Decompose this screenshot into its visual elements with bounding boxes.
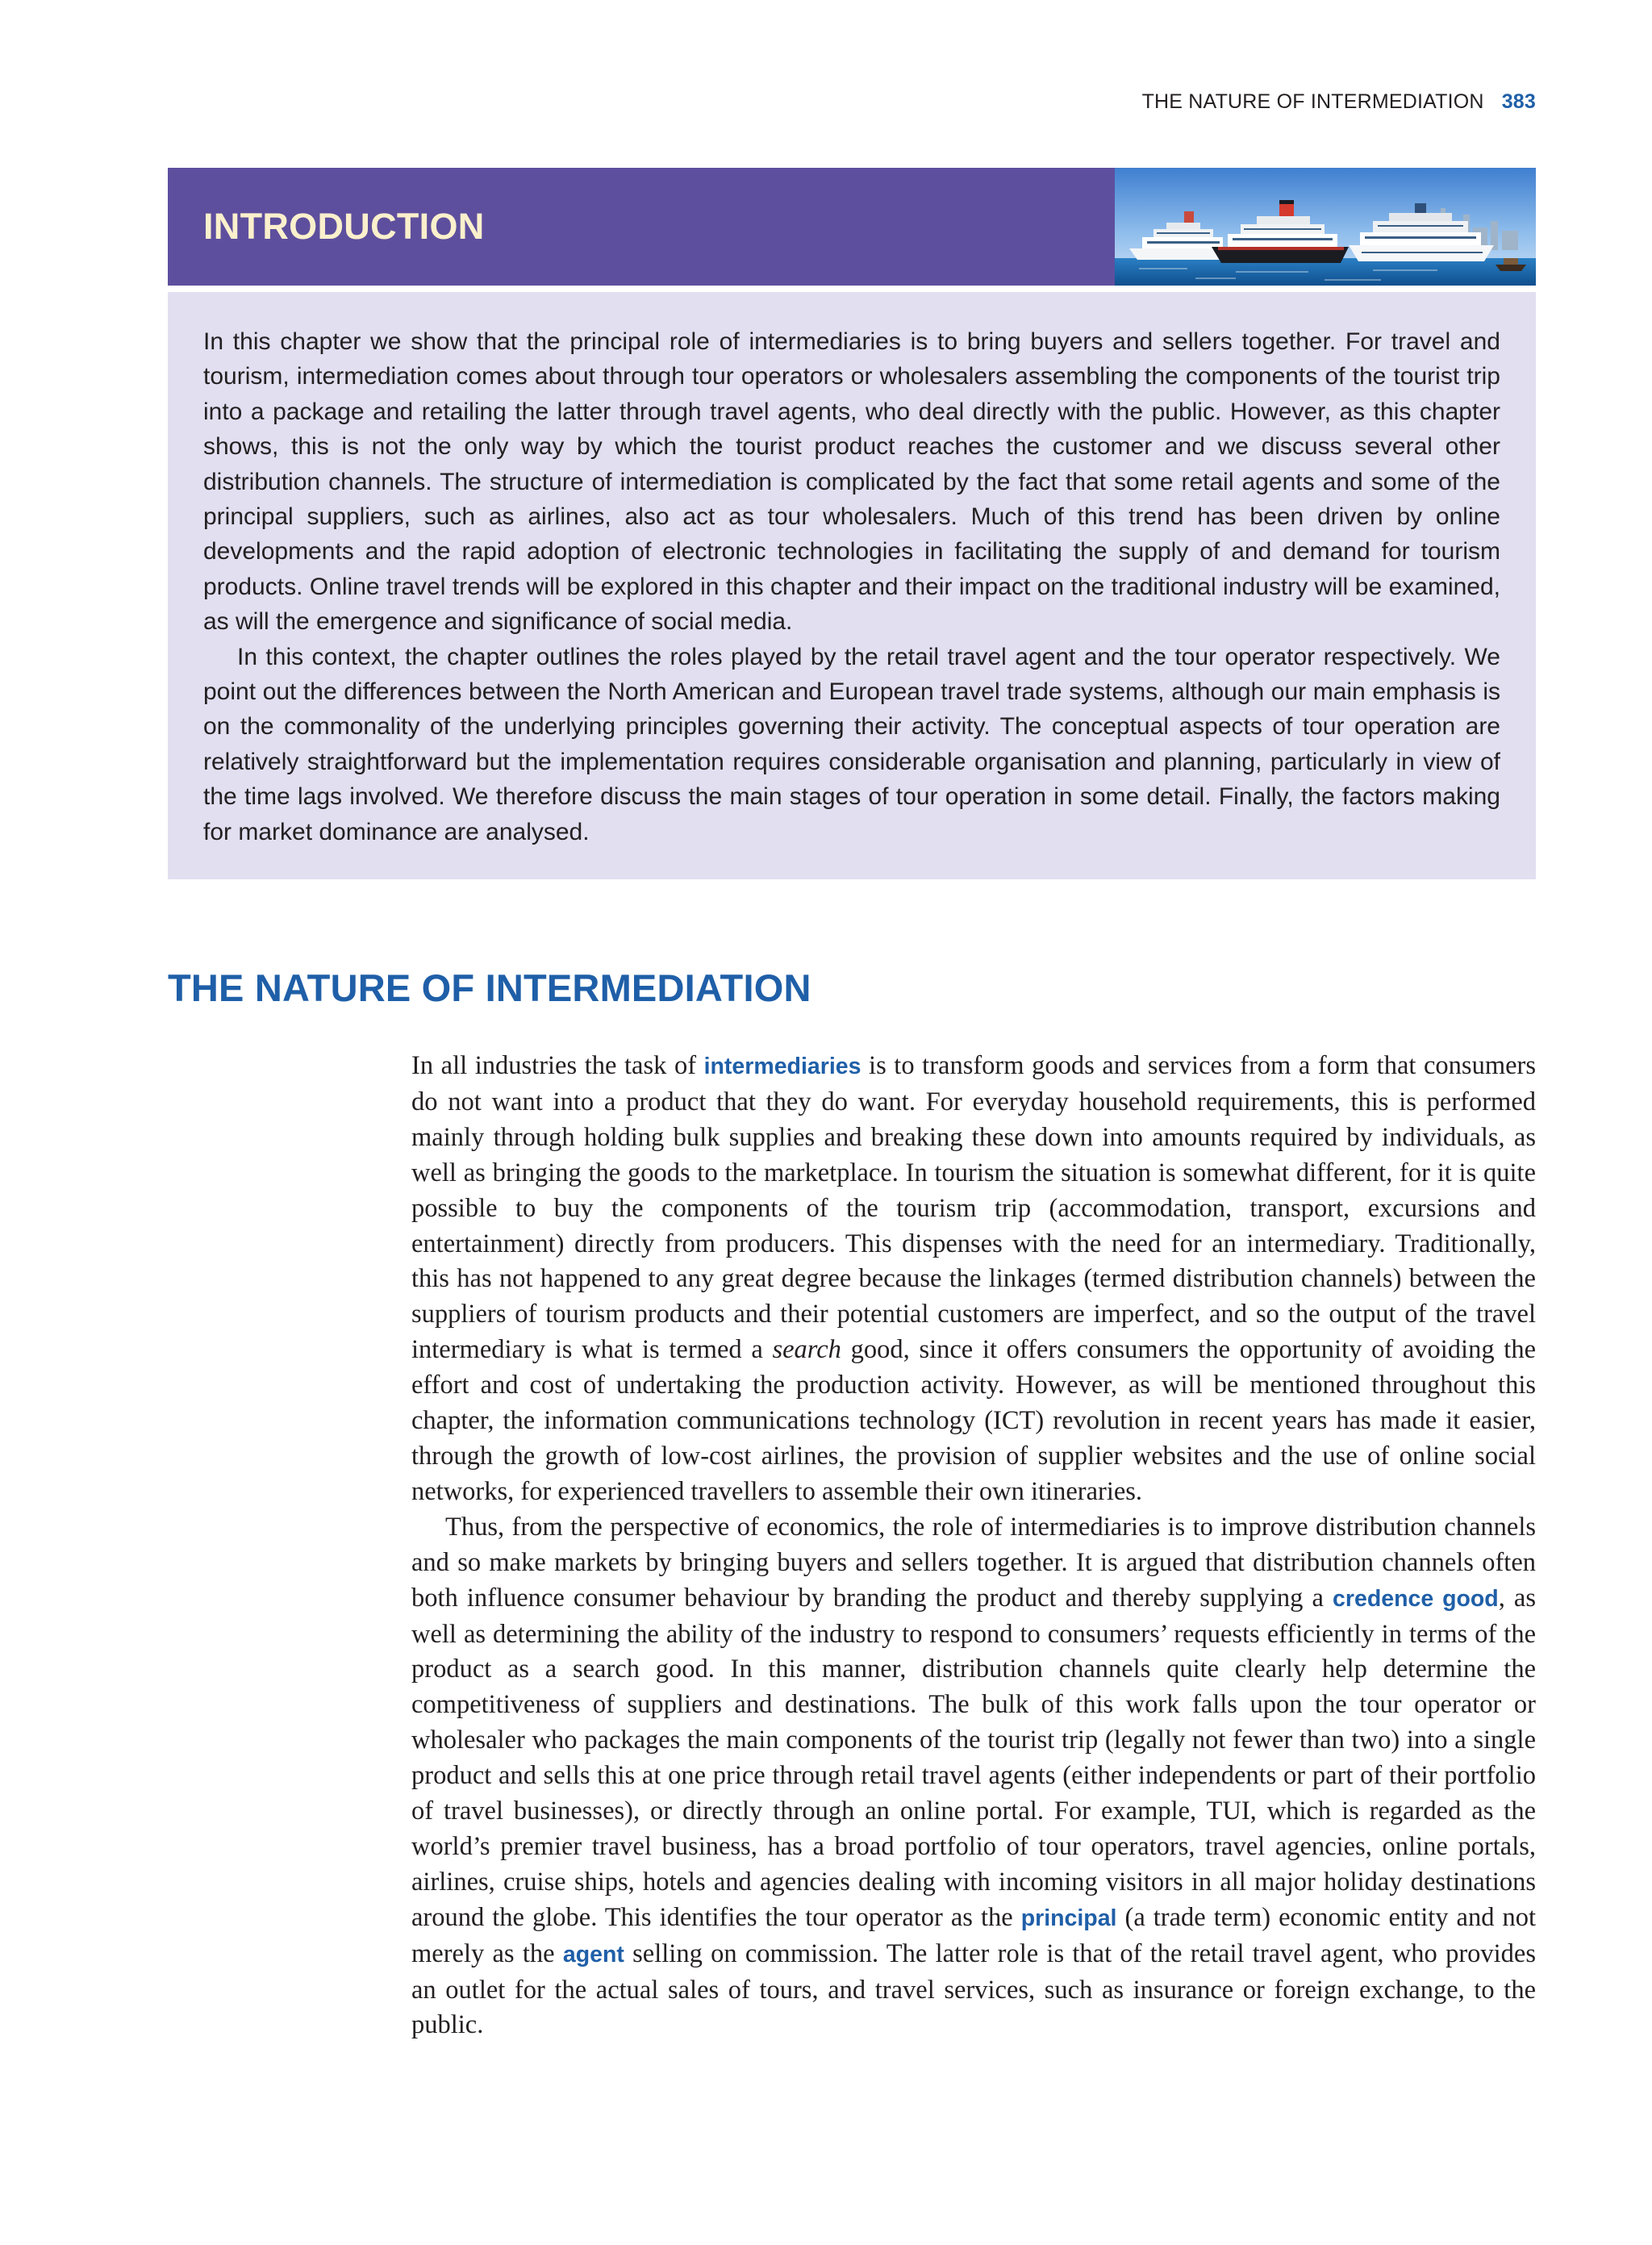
running-header-title: THE NATURE OF INTERMEDIATION (1141, 90, 1484, 113)
text-run: Thus, from the perspective of economics, the role of intermediaries is to improve distribution channels and so make markets by bringing buyers and sellers together. It is argued that distribution channels often both influence consumer behaviour by branding the product and thereby supplying a (411, 1512, 1536, 1613)
body-paragraph-1 (411, 1049, 1536, 1510)
cruise-ships-photo (1115, 168, 1536, 286)
text-run: good, since it offers consumers the opportunity of avoiding the effort and cost of undertaking the production activity. However, as will be mentioned throughout this chapter, the information communications technology (ICT) revolution in recent years has made it easier, through the growth of low-cost airlines, the provision of supplier websites and the use of online social networks, for experienced travellers to assemble their own itineraries. (411, 1335, 1536, 1506)
text-run: In all industries the task of (411, 1051, 704, 1080)
page-number: 383 (1501, 90, 1536, 113)
key-term-principal: principal (1020, 1905, 1117, 1931)
introduction-banner (168, 168, 1536, 286)
text-run: is to transform goods and services from a form that consumers do not want into a product that they do want. For everyday household requirements, this is performed mainly through holding bulk supplies and breaking these down into amounts required by individuals, as well as bringing the goods to the marketplace. In tourism the situation is somewhat different, for it is quite possible to buy the components of the tourism trip (accommodation, transport, excursions and entertainment) directly from producers. This dispenses with the need for an intermediary. Traditionally, this has not happened to any great degree because the linkages (termed distribution channels) between the suppliers of tourism products and their potential customers are imperfect, and so the output of the travel intermediary is what is termed a (411, 1051, 1536, 1365)
section-heading: THE NATURE OF INTERMEDIATION (168, 966, 811, 1009)
key-term-intermediaries: intermediaries (703, 1054, 861, 1079)
key-term-agent: agent (562, 1941, 624, 1968)
text-run: selling on commission. The latter role is that of the retail travel agent, who provides an outlet for the actual sales of tours, and travel services, such as insurance or foreign exchange, to the public. (411, 1938, 1537, 2040)
introduction-box (168, 292, 1536, 879)
text-run: , as well as determining the ability of the industry to respond to consumers’ requests efficiently in terms of the product as a search good. In this manner, distribution channels quite clearly help determine the competitiveness of suppliers and destinations. The bulk of this work falls upon the tour operator or wholesaler who packages the main components of the tourist trip (legally not fewer than two) into a single product and sells this at one price through retail travel agents (either independents or part of their portfolio of travel businesses), or directly through an online portal. For example, TUI, which is regarded as the world’s premier travel business, has a broad portfolio of tour operators, travel agencies, online portals, airlines, cruise ships, hotels and agencies dealing with incoming visitors in all major holiday destinations around the globe. This identifies the tour operator as the (411, 1583, 1537, 1932)
italic-term-search: search (772, 1335, 841, 1365)
intro-paragraph-1: In this chapter we show that the principal role of intermediaries is to bring buyers and sellers together. For travel and tourism, intermediation comes about through tour operators or wholesalers assembling the components of the tourist trip into a package and retailing the latter through travel agents, who deal directly with the public. However, as this chapter shows, this is not the only way by which the tourist product reaches the customer and we discuss several other distribution channels. The structure of intermediation is complicated by the fact that some retail agents and some of the principal suppliers, such as airlines, also act as tour wholesalers. Much of this trend has been driven by online developments and the rapid adoption of electronic technologies in facilitating the supply of and demand for tourism products. Online travel trends will be explored in this chapter and their impact on the traditional industry will be examined, as will the emergence and significance of social media. (203, 328, 1500, 636)
body-text (411, 1049, 1536, 2043)
introduction-title: INTRODUCTION (203, 206, 485, 247)
body-paragraph-2 (411, 1510, 1536, 2044)
running-header (1142, 90, 1536, 114)
intro-paragraph-2: In this context, the chapter outlines the roles played by the retail travel agent and the tour operator respectively. We point out the differences between the North American and European travel trade systems, although our main emphasis is on the commonality of the underlying principles governing their activity. The conceptual aspects of tour operation are relatively straightforward but the implementation requires considerable organisation and planning, particularly in view of the time lags involved. We therefore discuss the main stages of tour operation in some detail. Finally, the factors making for market dominance are analysed. (203, 643, 1500, 845)
key-term-credence-good: credence good (1333, 1585, 1499, 1612)
text-run: (a trade term) economic entity and not merely as the (411, 1902, 1536, 1968)
